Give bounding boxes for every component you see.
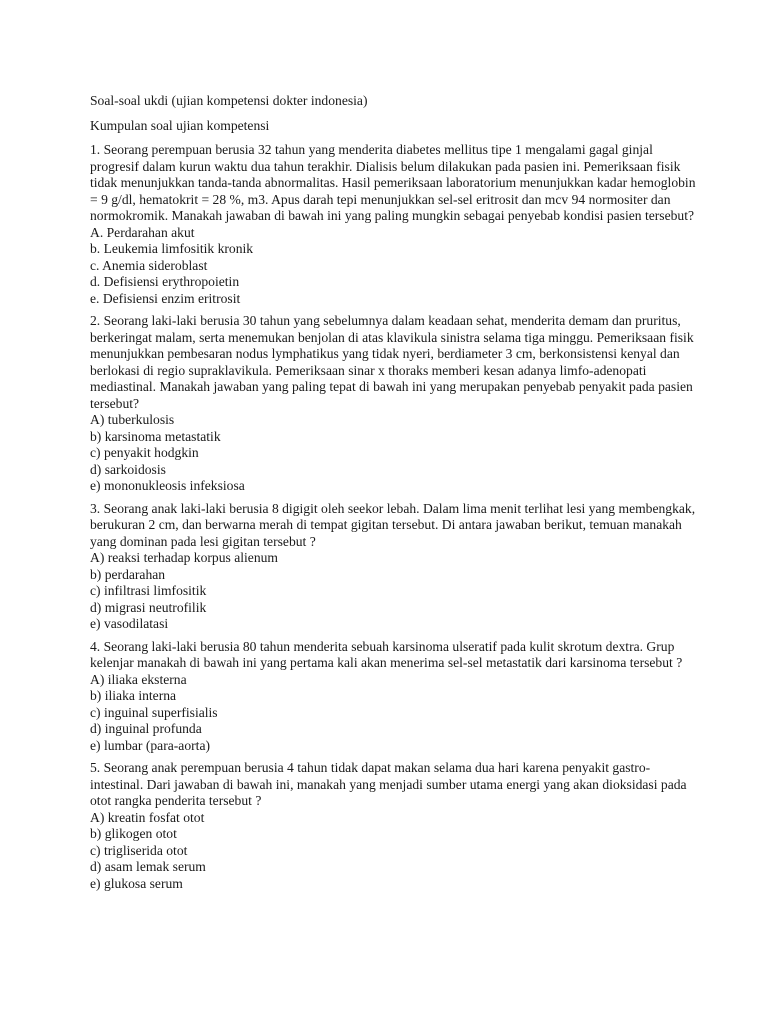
option-b: b) karsinoma metastatik xyxy=(90,428,221,444)
option-a: A) kreatin fosfat otot xyxy=(90,809,205,825)
option-a: A) reaksi terhadap korpus alienum xyxy=(90,550,278,565)
option-b: b) perdarahan xyxy=(90,566,166,582)
option-list xyxy=(90,672,700,755)
option-e: e) glukosa serum xyxy=(90,875,183,891)
document-page xyxy=(90,93,700,898)
option-d: d) sarkoidosis xyxy=(90,461,166,477)
option-b: b) glikogen otot xyxy=(90,826,177,841)
option-list xyxy=(90,225,700,308)
option-d: d. Defisiensi erythropoietin xyxy=(90,274,240,289)
option-a: A) iliaka eksterna xyxy=(90,671,187,687)
question-stem: 1. Seorang perempuan berusia 32 tahun yang menderita diabetes mellitus tipe 1 mengalami gagal ginjal progresif dalam kurun waktu dua tahun terakhir. Dialisis belum dilakukan pada pasien ini. Pemeriksaan fisik tidak menunjukkan tanda-tanda abnormalitas. Hasil pemeriksaan laboratorium menunjukkan kadar hemoglobin = 9 g/dl, hematokrit = 28 %, m3. Apus darah tepi menunjukkan sel-sel eritrosit dan mcv 94 normositer dan normokromik. Manakah jawaban di bawah ini yang paling mungkin sebagai penyebab kondisi pasien tersebut? xyxy=(90,142,696,223)
option-list xyxy=(90,412,700,495)
option-c: c) penyakit hodgkin xyxy=(90,445,199,460)
question-5 xyxy=(90,760,700,892)
question-stem: 2. Seorang laki-laki berusia 30 tahun yang sebelumnya dalam keadaan sehat, menderita demam dan pruritus, berkeringat malam, serta menemukan benjolan di atas klavikula sinistra selama tiga minggu. Pemeriksaan fisik menunjukkan pembesaran nodus lymphatikus yang tidak nyeri, berdiameter 3 cm, berkonsistensi kenyal dan berlokasi di regio supraklavikula. Pemeriksaan sinar x thoraks memberi kesan adanya limfo-adenopati mediastinal. Manakah jawaban yang paling tepat di bawah ini yang merupakan penyebab penyakit pada pasien tersebut? xyxy=(90,313,694,411)
question-stem: 5. Seorang anak perempuan berusia 4 tahun tidak dapat makan selama dua hari karena penyakit gastro-intestinal. Dari jawaban di bawah ini, manakah yang menjadi sumber utama energi yang akan dioksidasi pada otot rangka penderita tersebut ? xyxy=(90,760,687,808)
option-c: c. Anemia sideroblast xyxy=(90,257,208,273)
question-1 xyxy=(90,142,700,307)
option-e: e) lumbar (para-aorta) xyxy=(90,737,211,753)
option-e: e) vasodilatasi xyxy=(90,616,169,631)
option-c: c) inguinal superfisialis xyxy=(90,704,218,720)
option-a: A) tuberkulosis xyxy=(90,412,175,427)
option-b: b) iliaka interna xyxy=(90,688,177,703)
question-2 xyxy=(90,313,700,495)
option-e: e) mononukleosis infeksiosa xyxy=(90,478,245,493)
document-subtitle: Kumpulan soal ujian kompetensi xyxy=(90,117,270,133)
question-stem: 4. Seorang laki-laki berusia 80 tahun menderita sebuah karsinoma ulseratif pada kulit skrotum dextra. Grup kelenjar manakah di bawah ini yang pertama kali akan menerima sel-sel metastatik dari karsinoma tersebut ? xyxy=(90,638,683,670)
document-title: Soal-soal ukdi (ujian kompetensi dokter indonesia) xyxy=(90,93,368,108)
option-e: e. Defisiensi enzim eritrosit xyxy=(90,290,241,306)
option-c: c) infiltrasi limfositik xyxy=(90,583,207,598)
question-4 xyxy=(90,639,700,755)
option-b: b. Leukemia limfositik kronik xyxy=(90,241,254,256)
option-list xyxy=(90,810,700,893)
option-d: d) asam lemak serum xyxy=(90,859,206,874)
option-list xyxy=(90,550,700,633)
question-3 xyxy=(90,501,700,633)
option-c: c) trigliserida otot xyxy=(90,842,188,858)
question-stem: 3. Seorang anak laki-laki berusia 8 digigit oleh seekor lebah. Dalam lima menit terlihat lesi yang membengkak, berukuran 2 cm, dan berwarna merah di tempat gigitan tersebut. Di antara jawaban berikut, temuan manakah yang dominan pada lesi gigitan tersebut ? xyxy=(90,500,696,549)
option-d: d) inguinal profunda xyxy=(90,721,202,736)
option-a: A. Perdarahan akut xyxy=(90,224,195,240)
option-d: d) migrasi neutrofilik xyxy=(90,599,207,615)
